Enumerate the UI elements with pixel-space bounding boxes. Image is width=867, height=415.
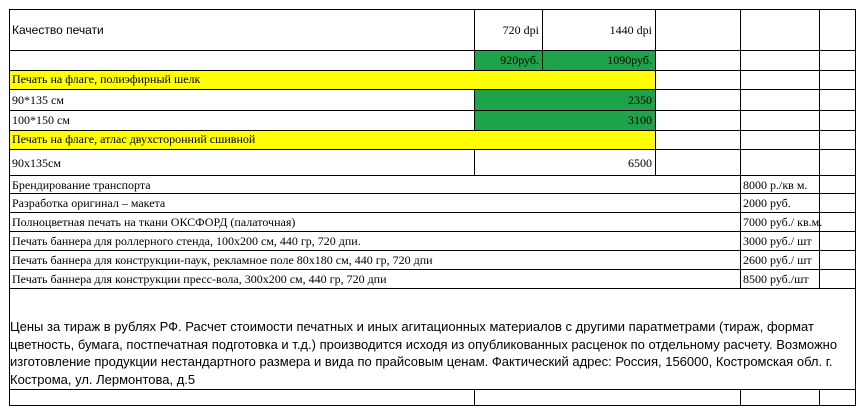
service-name: Брендирование транспорта xyxy=(12,178,151,192)
polyester-price-2: 3100 xyxy=(628,113,652,127)
polyester-size-2: 100*150 см xyxy=(12,113,70,127)
polyester-section-title: Печать на флаге, полиэфирный шелк xyxy=(12,72,201,86)
footer-note: Цены за тираж в рублях РФ. Расчет стоимости печатных и иных агитационных материалов с другими паратметрами (тираж, формат цветность, бумага, постпечатная подготовка и т.д.) производится исходя из опубликованных расценок по отдельному расчету. Возможно изготовление продукции нестандартного размера и вида по прайсовым ценам. Фактический адрес: Россия, 156000, Костромская обл. г. Кострома, ул. Лермонтова, д.5 xyxy=(10,319,838,387)
grid-line xyxy=(9,250,856,251)
base-price-1440: 1090руб. xyxy=(607,53,652,67)
service-name: Полноцветная печать на ткани ОКСФОРД (палаточная) xyxy=(12,215,296,229)
grid-line xyxy=(9,175,856,176)
service-name: Разработка оригинал – макета xyxy=(12,196,166,210)
grid-line xyxy=(740,9,741,288)
grid-line xyxy=(474,389,475,405)
service-price: 7000 руб./ кв.м. xyxy=(743,215,823,229)
grid-line xyxy=(655,9,656,175)
print-quality-label: Качество печати xyxy=(12,23,104,37)
satin-section-title: Печать на флаге, атлас двухсторонний сшивной xyxy=(12,132,256,146)
grid-line xyxy=(819,389,820,405)
grid-line xyxy=(9,288,856,289)
grid-line xyxy=(9,130,856,131)
service-price: 8000 р./кв м. xyxy=(743,178,808,192)
polyester-size-1: 90*135 см xyxy=(12,93,64,107)
service-price: 8500 руб./шт xyxy=(743,272,809,286)
grid-line xyxy=(740,389,741,405)
satin-price-1: 6500 xyxy=(628,156,652,170)
grid-line xyxy=(9,405,856,406)
dpi-720-header: 720 dpi xyxy=(502,23,539,37)
grid-line xyxy=(9,149,856,150)
satin-size-1: 90х135см xyxy=(12,156,61,170)
service-price: 2000 руб. xyxy=(743,196,791,210)
grid-line xyxy=(9,231,856,232)
service-name: Печать баннера для роллерного стенда, 100х200 см, 440 гр, 720 дпи. xyxy=(12,234,361,248)
grid-line xyxy=(9,9,856,10)
grid-line xyxy=(855,9,856,406)
grid-line xyxy=(9,269,856,270)
grid-line xyxy=(9,110,856,111)
polyester-price-1: 2350 xyxy=(628,93,652,107)
grid-line xyxy=(9,212,856,213)
service-price: 3000 руб./ шт xyxy=(743,234,812,248)
grid-line xyxy=(9,389,856,390)
service-price: 2600 руб./ шт xyxy=(743,253,812,267)
service-name: Печать баннера для конструкции пресс-вола, 300х200 см, 440 гр, 720 дпи xyxy=(12,272,387,286)
grid-line xyxy=(9,50,856,51)
grid-line xyxy=(9,193,856,194)
grid-line xyxy=(9,89,856,90)
dpi-1440-header: 1440 dpi xyxy=(609,23,652,37)
base-price-720: 920руб. xyxy=(500,53,539,67)
grid-line xyxy=(9,70,856,71)
service-name: Печать баннера для конструкции-паук, рекламное поле 80х180 см, 440 гр, 720 дпи xyxy=(12,253,433,267)
